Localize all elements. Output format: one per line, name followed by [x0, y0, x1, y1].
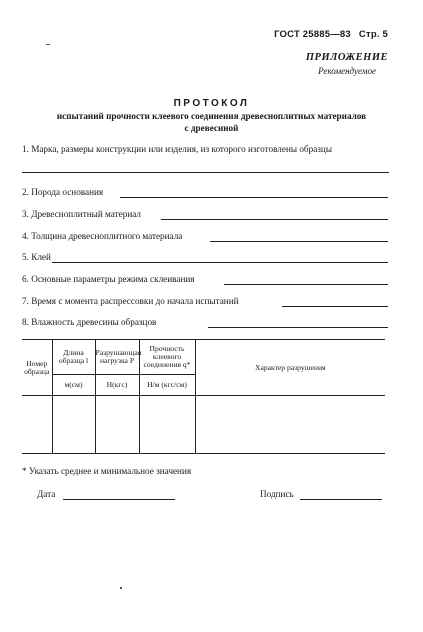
- header-failure: Характер разрушения: [195, 340, 385, 396]
- item-2-fill-line[interactable]: [120, 197, 388, 198]
- protocol-subtitle-line1: испытаний прочности клеевого соединения древесноплитных материалов: [56, 111, 367, 121]
- unit-load: Н(кгс): [95, 375, 139, 396]
- item-8-fill-line[interactable]: [208, 327, 388, 328]
- item-5-fill-line[interactable]: [52, 262, 388, 263]
- item-6-label: 6. Основные параметры режима склеивания: [22, 274, 195, 284]
- standard-header: [274, 29, 388, 40]
- item-6-fill-line[interactable]: [224, 284, 388, 285]
- header-sample-number: Номер образца: [22, 340, 52, 396]
- item-1-label: 1. Марка, размеры конструкции или изделия, из которого изготовлены образцы: [22, 144, 332, 154]
- cell-load[interactable]: [95, 396, 139, 454]
- item-3-label: 3. Древесноплитный материал: [22, 209, 141, 219]
- signature-label: Подпись: [260, 489, 294, 499]
- item-4-fill-line[interactable]: [210, 241, 388, 242]
- date-fill-line[interactable]: [63, 499, 175, 500]
- cell-sample-number[interactable]: [22, 396, 52, 454]
- date-label: Дата: [37, 489, 56, 499]
- item-7-label: 7. Время с момента распрессовки до начала испытаний: [22, 296, 239, 306]
- item-2-label: 2. Порода основания: [22, 187, 104, 197]
- cell-strength[interactable]: [139, 396, 195, 454]
- item-1-fill-line[interactable]: [22, 172, 389, 173]
- mark-dash: [46, 44, 50, 45]
- results-table: [22, 339, 385, 454]
- table-row: [22, 396, 385, 454]
- header-strength: Прочность клеевого соединения q*: [139, 340, 195, 375]
- header-length: Длина образца l: [52, 340, 95, 375]
- cell-failure[interactable]: [195, 396, 385, 454]
- unit-length: м(см): [52, 375, 95, 396]
- protocol-subtitle-line2: с древесиной: [184, 123, 239, 133]
- protocol-title: ПРОТОКОЛ: [173, 98, 250, 109]
- unit-strength: Н/м (кгс/см): [139, 375, 195, 396]
- signature-fill-line[interactable]: [300, 499, 382, 500]
- item-4-label: 4. Толщина древесноплитного материала: [22, 231, 183, 241]
- cell-length[interactable]: [52, 396, 95, 454]
- item-5-label: 5. Клей: [22, 252, 51, 262]
- header-load: Разрушающая нагрузка P: [95, 340, 139, 375]
- page-mark: [120, 587, 122, 589]
- appendix-title: ПРИЛОЖЕНИЕ: [305, 52, 388, 63]
- appendix-status: Рекомендуемое: [318, 66, 376, 76]
- item-8-label: 8. Влажность древесины образцов: [22, 317, 157, 327]
- page-number: Стр. 5: [358, 29, 388, 40]
- item-7-fill-line[interactable]: [282, 306, 388, 307]
- standard-number: ГОСТ 25885—83: [274, 29, 351, 40]
- item-3-fill-line[interactable]: [161, 219, 388, 220]
- footnote: * Указать среднее и минимальное значения: [22, 466, 192, 476]
